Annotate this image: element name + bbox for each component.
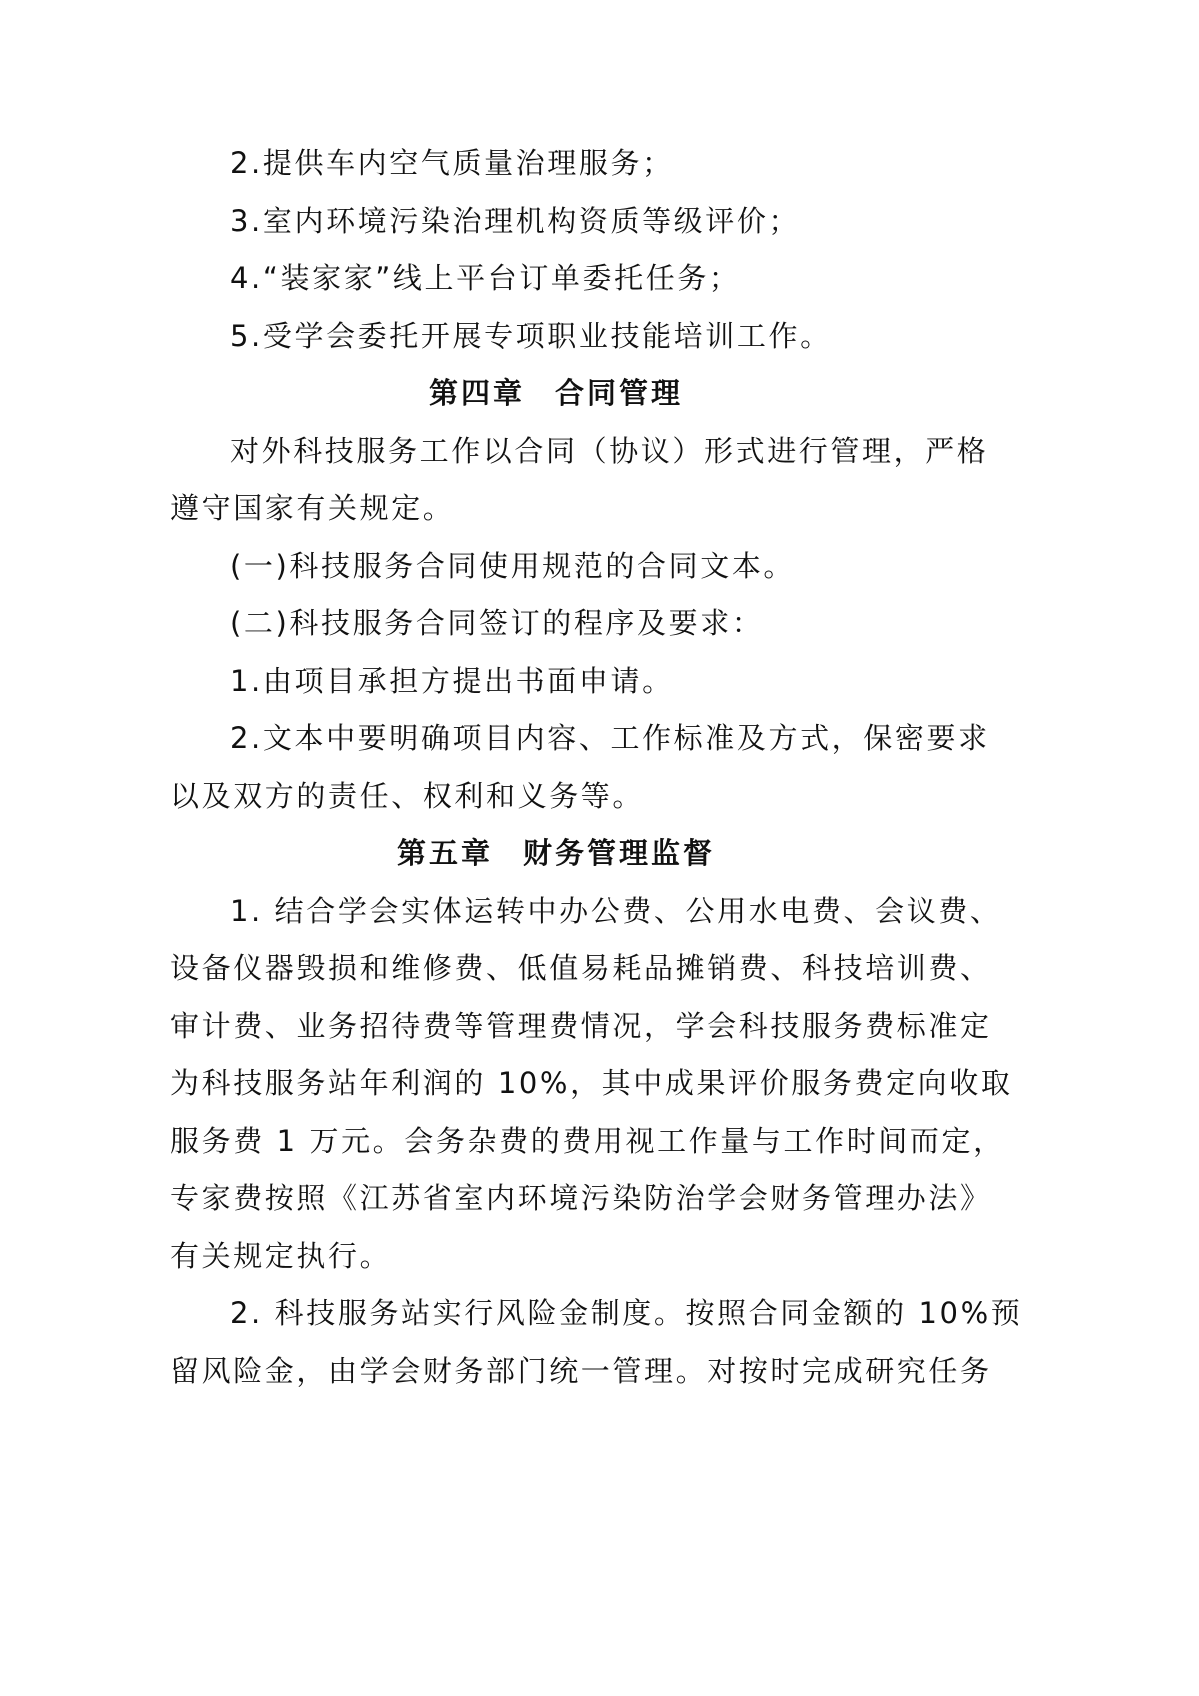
list-item-4: 4.“装家家”线上平台订单委托任务； bbox=[230, 261, 741, 295]
finance-paragraph-2-line1: 2. 科技服务站实行风险金制度。按照合同金额的 10%预 bbox=[230, 1296, 1023, 1330]
chapter-5-heading bbox=[170, 825, 942, 883]
finance-paragraph-2-line2: 留风险金，由学会财务部门统一管理。对按时完成研究任务 bbox=[170, 1353, 992, 1388]
chapter-4-heading bbox=[170, 365, 942, 423]
paragraph-contract-intro-line1: 对外科技服务工作以合同（协议）形式进行管理，严格 bbox=[230, 433, 989, 468]
chapter-4-title: 合同管理 bbox=[555, 376, 684, 410]
chapter-4-number: 第四章 bbox=[428, 376, 525, 410]
chapter-5-title: 财务管理监督 bbox=[523, 836, 716, 870]
finance-paragraph-1-line2: 设备仪器毁损和维修费、低值易耗品摊销费、科技培训费、 bbox=[170, 951, 992, 985]
contract-subitem-2-line1: 2.文本中要明确项目内容、工作标准及方式，保密要求 bbox=[230, 721, 990, 755]
paragraph-contract-intro-line2: 遵守国家有关规定。 bbox=[170, 491, 455, 525]
contract-item-2: (二)科技服务合同签订的程序及要求： bbox=[230, 606, 764, 640]
finance-paragraph-1-line7: 有关规定执行。 bbox=[170, 1238, 392, 1273]
finance-paragraph-1-line6: 专家费按照《江苏省室内环境污染防治学会财务管理办法》 bbox=[170, 1181, 992, 1215]
document-body bbox=[170, 135, 1023, 1400]
list-item-3: 3.室内环境污染治理机构资质等级评价； bbox=[230, 203, 801, 238]
contract-subitem-2-line2: 以及双方的责任、权利和义务等。 bbox=[170, 778, 645, 813]
contract-subitem-1: 1.由项目承担方提出书面申请。 bbox=[230, 663, 674, 698]
finance-paragraph-1-line3: 审计费、业务招待费等管理费情况，学会科技服务费标准定 bbox=[170, 1008, 992, 1043]
list-item-5: 5.受学会委托开展专项职业技能培训工作。 bbox=[230, 318, 832, 353]
contract-item-1: (一)科技服务合同使用规范的合同文本。 bbox=[230, 548, 796, 583]
list-item-2: 2.提供车内空气质量治理服务； bbox=[230, 146, 674, 180]
finance-paragraph-1-line5: 服务费 1 万元。会务杂费的费用视工作量与工作时间而定， bbox=[170, 1123, 1005, 1158]
finance-paragraph-1-line1: 1. 结合学会实体运转中办公费、公用水电费、会议费、 bbox=[230, 893, 1002, 928]
chapter-5-number: 第五章 bbox=[396, 836, 493, 870]
finance-paragraph-1-line4: 为科技服务站年利润的 10%，其中成果评价服务费定向收取 bbox=[170, 1066, 1013, 1100]
